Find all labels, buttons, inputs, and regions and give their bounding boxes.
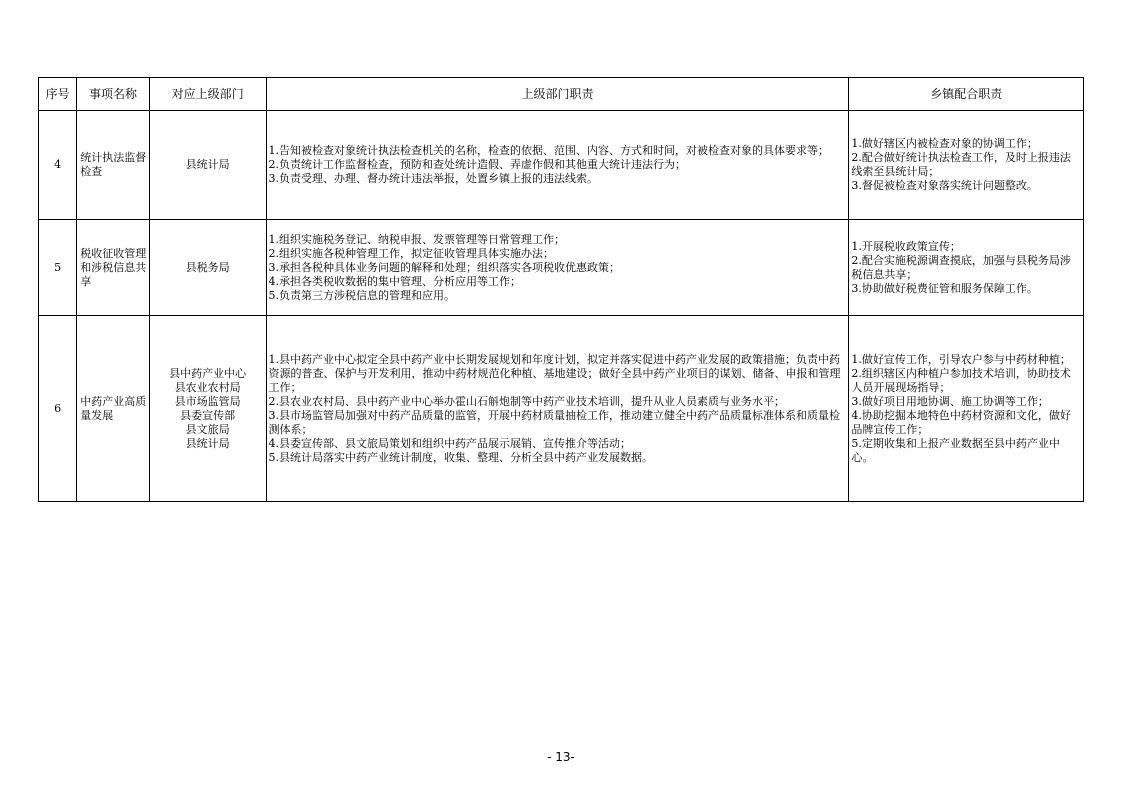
duty-line: 1.告知被检查对象统计执法检查机关的名称，检查的依据、范围、内容、方式和时间，对被检查对象的具体要求等； xyxy=(268,144,830,157)
duty-line: 1.做好辖区内被检查对象的协调工作； xyxy=(851,137,1038,150)
department-line: 县统计局 xyxy=(185,436,230,450)
duty-line: 2.县农业农村局、县中药产业中心举办霍山石斛炮制等中药产业技术培训，提升从业人员素质与业务水平； xyxy=(268,394,786,408)
duty-line: 4.协助挖掘本地特色中药材资源和文化，做好品牌宣传工作； xyxy=(851,408,1071,436)
duty-line: 3.县市场监管局加强对中药产品质量的监管，开展中药材质量抽检工作，推动建立健全中药产品质量标准体系和质量检测体系； xyxy=(268,408,841,436)
department-line: 县中药产业中心 xyxy=(169,366,247,380)
duty-line: 5.县统计局落实中药产业统计制度，收集、整理、分析全县中药产业发展数据。 xyxy=(268,450,654,464)
row-upper-duties xyxy=(266,316,849,502)
header-serial-number: 序号 xyxy=(39,78,77,111)
table-row xyxy=(39,111,1084,220)
table-row xyxy=(39,220,1084,316)
row-upper-duties xyxy=(266,220,849,316)
row-item-name: 税收征收管理和涉税信息共享 xyxy=(77,220,149,316)
row-township-duties xyxy=(849,220,1084,316)
row-serial-number: 4 xyxy=(39,111,77,220)
table-header-row xyxy=(39,78,1084,111)
responsibility-table xyxy=(38,77,1084,502)
department-line: 县市场监管局 xyxy=(174,394,241,408)
duty-line: 3.督促被检查对象落实统计问题整改。 xyxy=(851,179,1038,192)
duty-line: 5.负责第三方涉税信息的管理和应用。 xyxy=(268,288,456,302)
duty-line: 1.开展税收政策宣传； xyxy=(851,239,961,253)
row-upper-department xyxy=(149,220,266,316)
page-number: - 13- xyxy=(547,750,575,764)
department-line: 县税务局 xyxy=(185,260,230,274)
row-township-duties xyxy=(849,111,1084,220)
department-line: 县委宣传部 xyxy=(180,408,236,422)
table-row xyxy=(39,316,1084,502)
duty-line: 3.承担各税种具体业务问题的解释和处理；组织落实各项税收优惠政策； xyxy=(268,260,621,274)
header-upper-department: 对应上级部门 xyxy=(149,78,266,111)
duty-line: 2.组织实施各税种管理工作，拟定征收管理具体实施办法； xyxy=(268,246,555,260)
row-township-duties xyxy=(849,316,1084,502)
duty-line: 1.做好宣传工作，引导农户参与中药材种植； xyxy=(851,352,1071,366)
row-upper-duties xyxy=(266,111,849,220)
row-serial-number: 6 xyxy=(39,316,77,502)
duty-line: 3.做好项目用地协调、施工协调等工作； xyxy=(851,394,1049,408)
duty-line: 2.配合实施税源调查摸底，加强与县税务局涉税信息共享； xyxy=(851,253,1071,281)
department-line: 县统计局 xyxy=(185,158,230,171)
row-serial-number: 5 xyxy=(39,220,77,316)
duty-line: 1.组织实施税务登记、纳税申报、发票管理等日常管理工作； xyxy=(268,232,566,246)
duty-line: 2.配合做好统计执法检查工作，及时上报违法线索至县统计局； xyxy=(851,151,1071,178)
duty-line: 4.承担各类税收数据的集中管理、分析应用等工作； xyxy=(268,274,522,288)
duty-line: 3.负责受理、办理、督办统计违法举报，处置乡镇上报的违法线索。 xyxy=(268,172,599,185)
duty-line: 5.定期收集和上报产业数据至县中药产业中心。 xyxy=(851,436,1060,464)
header-item-name: 事项名称 xyxy=(77,78,149,111)
header-township-duties: 乡镇配合职责 xyxy=(849,78,1084,111)
row-upper-department xyxy=(149,316,266,502)
duty-line: 2.组织辖区内种植户参加技术培训，协助技术人员开展现场指导； xyxy=(851,366,1071,394)
row-item-name: 中药产业高质量发展 xyxy=(77,316,149,502)
duty-line: 1.县中药产业中心拟定全县中药产业中长期发展规划和年度计划，拟定并落实促进中药产业发展的政策措施；负责中药资源的普查、保护与开发利用，推动中药材规范化种植、基地建设；做好全县中药产业项目的谋划、储备、申报和管理工作； xyxy=(268,352,841,394)
header-upper-duties: 上级部门职责 xyxy=(266,78,849,111)
duty-line: 3.协助做好税费征管和服务保障工作。 xyxy=(851,281,1038,295)
row-upper-department xyxy=(149,111,266,220)
department-line: 县农业农村局 xyxy=(174,380,241,394)
duty-line: 4.县委宣传部、县文旅局策划和组织中药产品展示展销、宣传推介等活动； xyxy=(268,436,632,450)
department-line: 县文旅局 xyxy=(185,422,230,436)
row-item-name: 统计执法监督检查 xyxy=(77,111,149,220)
duty-line: 2.负责统计工作监督检查，预防和查处统计造假、弄虚作假和其他重大统计违法行为； xyxy=(268,158,687,171)
